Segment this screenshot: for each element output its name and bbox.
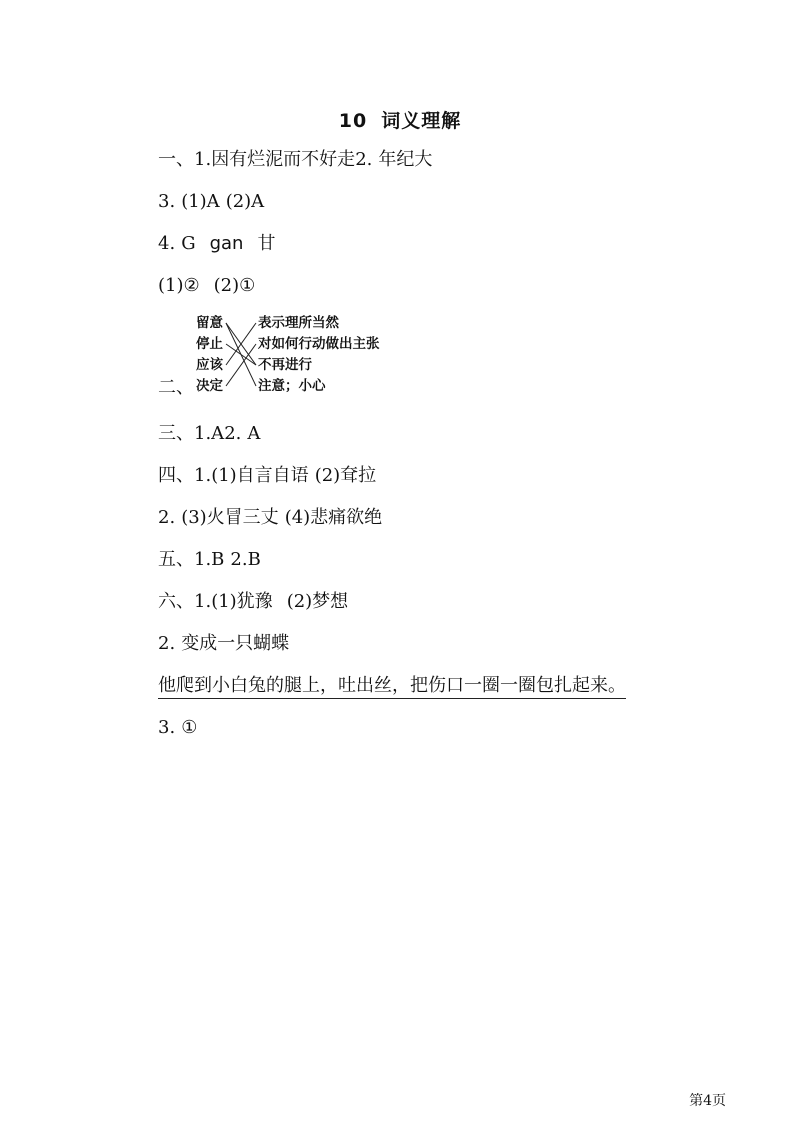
section-5-answer [158, 548, 261, 572]
answer-text: 变成一只蝴蝶 [181, 633, 290, 654]
lesson-number: 10 [338, 110, 368, 132]
item-4-sub-answer [158, 274, 255, 298]
section-6-line-1 [158, 590, 348, 614]
question-number: 1. [194, 149, 212, 170]
match-left-word: 停止 [196, 336, 223, 352]
section-label: 三、 [158, 423, 194, 444]
match-left-word: 应该 [196, 357, 223, 373]
answer-text: A [247, 423, 261, 444]
match-right-word: 注意；小心 [258, 378, 326, 394]
answer-text: (1)犹豫 [211, 591, 273, 612]
answer-text: 2.B [230, 549, 261, 570]
answer-text: (2)梦想 [286, 591, 349, 612]
section-4-line-2 [158, 506, 382, 530]
match-line [226, 344, 256, 386]
lesson-title: 词义理解 [381, 110, 462, 132]
answer-char: 甘 [257, 233, 276, 254]
page-title [0, 106, 800, 133]
answer-text: (2)A [225, 191, 265, 212]
question-number: 4. [158, 233, 176, 254]
section-6-line-3 [158, 716, 197, 740]
question-number: 1. [194, 465, 212, 486]
answer-text: ① [181, 717, 198, 738]
section-label: 五、 [158, 549, 194, 570]
section-3-answer [158, 422, 260, 446]
item-3-answer [158, 190, 264, 214]
section-label: 四、 [158, 465, 194, 486]
item-4-answer [158, 232, 275, 256]
section-label: 一、 [158, 149, 194, 170]
question-number: 2. [224, 423, 242, 444]
match-line [226, 323, 256, 386]
match-right-word: 对如何行动做出主张 [258, 336, 380, 352]
answer-text: 1.A [194, 423, 225, 444]
section-4-line-1 [158, 464, 376, 488]
match-right-word: 不再进行 [258, 357, 312, 373]
answer-text: (1)② [158, 275, 200, 296]
answer-text: (1)A [181, 191, 220, 212]
section-label: 六、 [158, 591, 194, 612]
question-number: 1. [194, 591, 212, 612]
answer-text: 因有烂泥而不好走 [211, 149, 356, 170]
matching-lines [158, 312, 418, 402]
answer-text: (4)悲痛欲绝 [284, 507, 383, 528]
answer-text: (2)① [213, 275, 256, 296]
answer-text: (1)自言自语 [211, 465, 309, 486]
section-label: 二、 [158, 377, 194, 398]
underlined-answer: 他爬到小白兔的腿上，吐出丝，把伤口一圈一圈包扎起来。 [158, 675, 626, 699]
section-1-answer [158, 148, 432, 172]
matching-exercise [158, 312, 418, 402]
section-6-line-2 [158, 632, 289, 656]
match-left-word: 留意 [196, 315, 223, 331]
question-number: 3. [158, 191, 176, 212]
question-number: 3. [158, 717, 176, 738]
section-6-underlined-sentence [158, 674, 626, 698]
question-number: 2. [355, 149, 373, 170]
answer-text: (3)火冒三丈 [181, 507, 279, 528]
page-number: 第4页 [689, 1093, 726, 1109]
answer-letter: G [181, 233, 196, 254]
match-left-word: 决定 [196, 378, 223, 394]
answer-text: 年纪大 [378, 149, 433, 170]
answer-text: 1.B [194, 549, 225, 570]
question-number: 2. [158, 507, 176, 528]
match-right-word: 表示理所当然 [258, 315, 339, 331]
answer-text: (2)耷拉 [314, 465, 377, 486]
answer-pinyin: gan [209, 233, 244, 254]
question-number: 2. [158, 633, 176, 654]
